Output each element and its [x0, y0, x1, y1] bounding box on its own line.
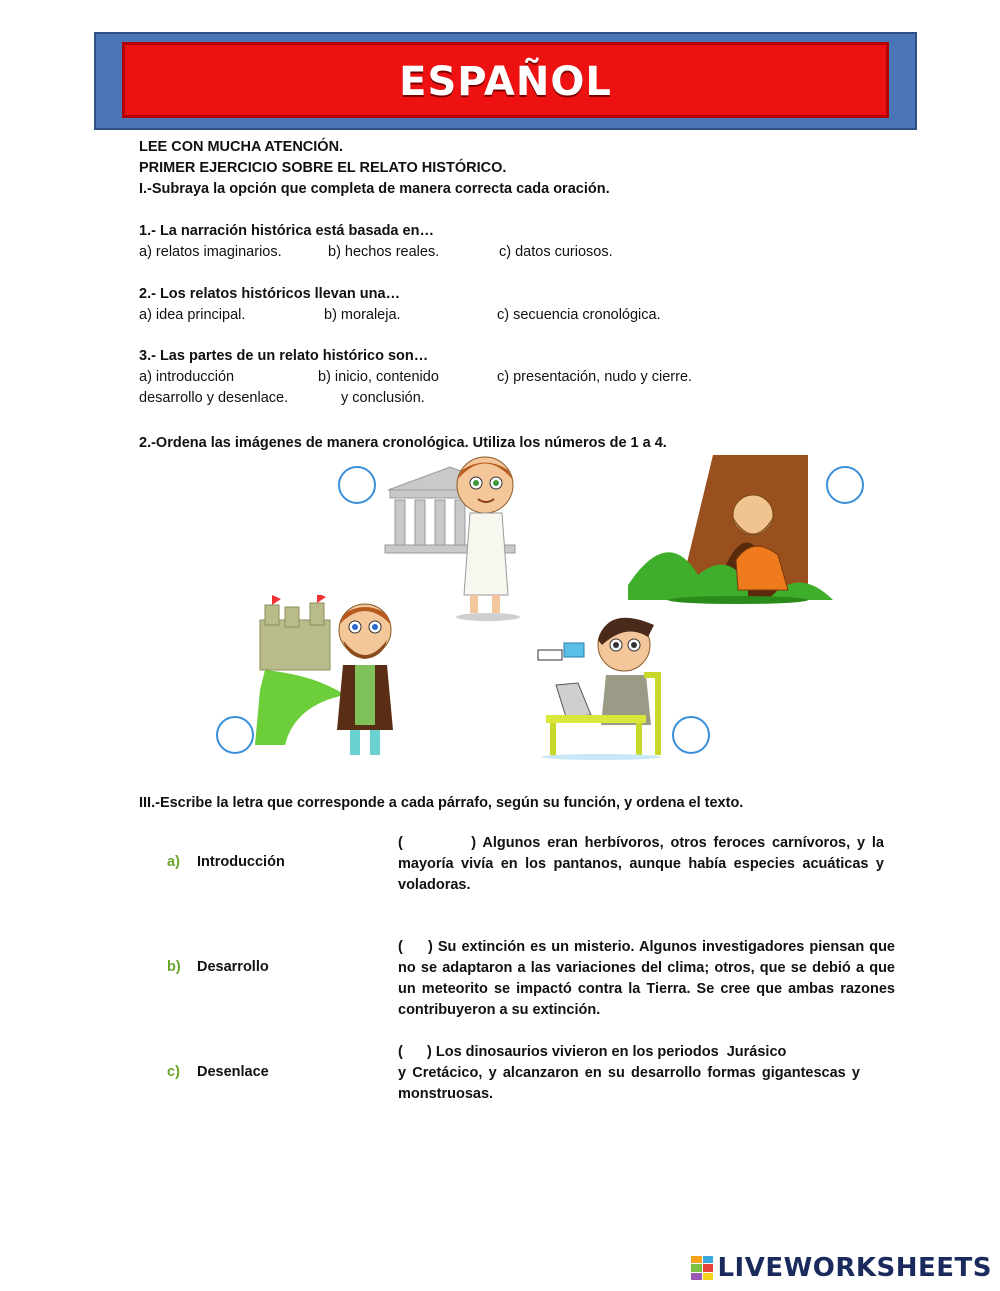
q1-option-a[interactable]: a) relatos imaginarios. [139, 244, 282, 260]
order-circle-4[interactable] [672, 716, 710, 754]
exercise-2-instruction: 2.-Ordena las imágenes de manera cronológica. Utiliza los números de 1 a 4. [139, 435, 667, 451]
intro-line-2: PRIMER EJERCICIO SOBRE EL RELATO HISTÓRICO. [139, 160, 507, 176]
q2-option-b[interactable]: b) moraleja. [324, 307, 401, 323]
ex3-label-desenlace: Desenlace [197, 1064, 269, 1080]
medieval-man-illustration [255, 595, 415, 765]
q3-option-c[interactable]: c) presentación, nudo y cierre. [497, 369, 693, 385]
ex3-letter-a: a) [167, 854, 180, 870]
order-circle-2[interactable] [826, 466, 864, 504]
q1-option-b[interactable]: b) hechos reales. [328, 244, 440, 260]
ex3-letter-c: c) [167, 1064, 180, 1080]
caveman-illustration [628, 455, 838, 605]
ex3-label-introduccion: Introducción [197, 854, 285, 870]
q3-option-b-line1[interactable]: b) inicio, contenido [318, 369, 439, 385]
question-1: 1.- La narración histórica está basada en… [139, 223, 434, 239]
ex3-label-desarrollo: Desarrollo [197, 959, 269, 975]
q3-option-b-line2[interactable]: y conclusión. [341, 390, 425, 406]
q2-option-a[interactable]: a) idea principal. [139, 307, 246, 323]
order-circle-3[interactable] [216, 716, 254, 754]
paragraph-3-line1[interactable]: ( ) Los dinosaurios vivieron en los periodos Jurásico [398, 1044, 787, 1060]
paragraph-3-rest[interactable]: y Cretácico, y alcanzaron en su desarrollo formas gigantescas y monstruosas. [398, 1065, 860, 1102]
q3-option-a-line1[interactable]: a) introducción [139, 369, 235, 385]
q2-option-c[interactable]: c) secuencia cronológica. [497, 307, 661, 323]
ex3-letter-b: b) [167, 959, 181, 975]
question-2: 2.- Los relatos históricos llevan una… [139, 286, 401, 302]
order-circle-1[interactable] [338, 466, 376, 504]
modern-boy-illustration [536, 605, 666, 760]
logo-text: LIVEWORKSHEETS [717, 1253, 992, 1283]
banner-red-panel [122, 42, 889, 118]
q3-option-a-line2[interactable]: desarrollo y desenlace. [139, 390, 289, 406]
title-banner [94, 32, 917, 130]
exercise-3-instruction: III.-Escribe la letra que corresponde a cada párrafo, según su función, y ordena el texto. [139, 795, 744, 811]
liveworksheets-logo[interactable] [691, 1253, 992, 1283]
paragraph-1[interactable]: ( ) Algunos eran herbívoros, otros feroces carnívoros, y la mayoría vivía en los pantanos, aunque había especies acuáticas y voladoras. [398, 835, 889, 893]
logo-mark-icon [691, 1256, 713, 1280]
q1-option-c[interactable]: c) datos curiosos. [499, 244, 613, 260]
intro-line-3: I.-Subraya la opción que completa de manera correcta cada oración. [139, 181, 610, 197]
intro-line-1: LEE CON MUCHA ATENCIÓN. [139, 139, 344, 155]
paragraph-2[interactable]: ( ) Su extinción es un misterio. Algunos investigadores piensan que no se adaptaron a las variaciones del clima; otros, que se debió a que un meteorito se impactó contra la Tierra. Se cree que ambas razones contribuyeron a su extinción. [398, 939, 900, 1018]
page-title: ESPAÑOL [399, 59, 612, 105]
question-3: 3.- Las partes de un relato histórico son… [139, 348, 429, 364]
